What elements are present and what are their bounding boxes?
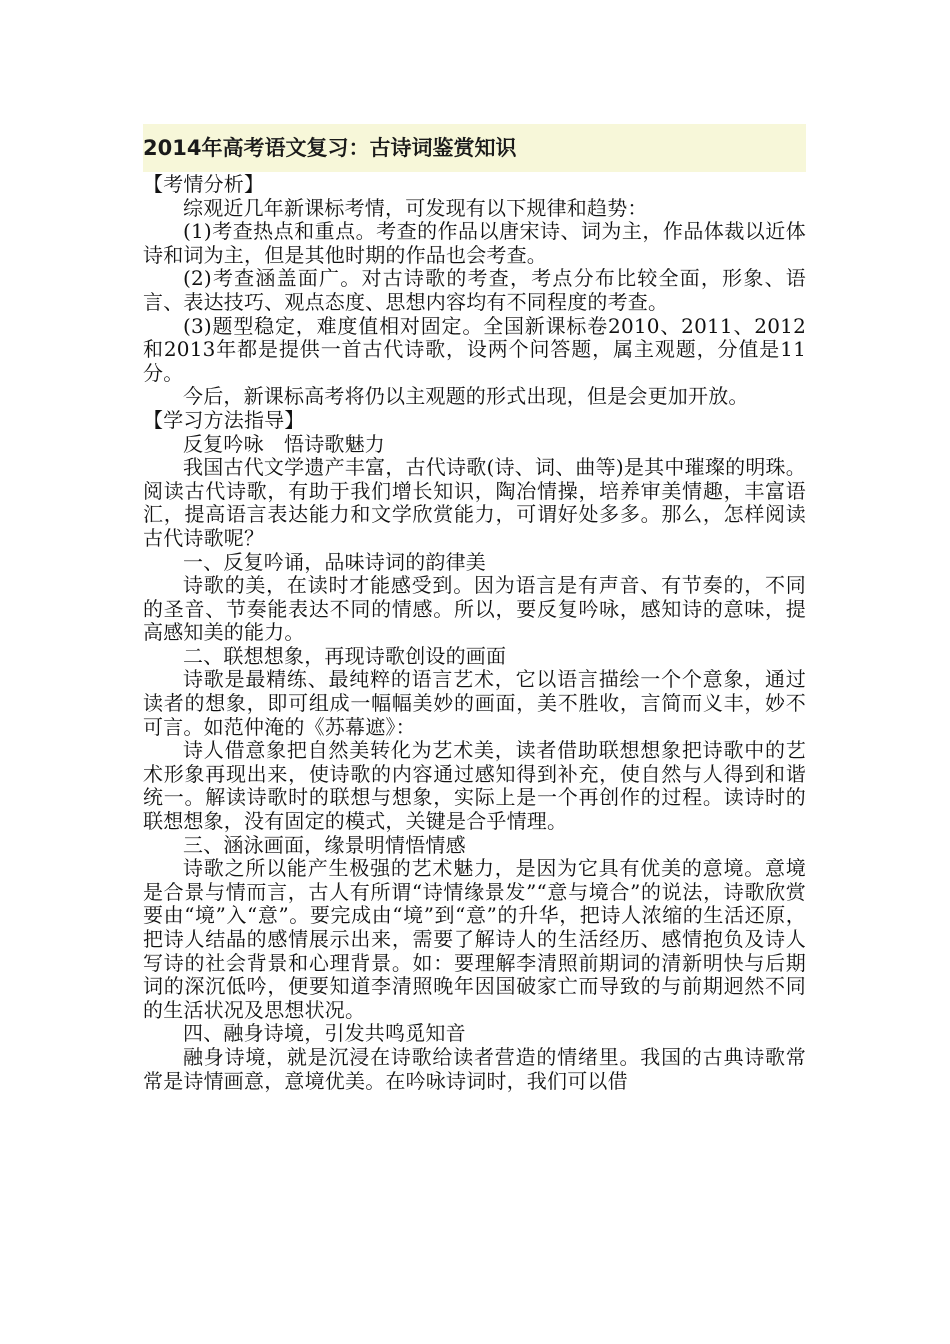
paragraph: (1)考查热点和重点。考查的作品以唐宋诗、词为主，作品体裁以近体诗和词为主，但是其他时期的作品也会考查。 — [143, 219, 806, 267]
document-body — [143, 173, 806, 1093]
paragraph: 我国古代文学遗产丰富，古代诗歌(诗、词、曲等)是其中璀璨的明珠。阅读古代诗歌，有助于我们增长知识，陶冶情操，培养审美情趣，丰富语汇，提高语言表达能力和文学欣赏能力，可谓好处多多。那么，怎样阅读古代诗歌呢？ — [143, 455, 806, 550]
paragraph: 融身诗境，就是沉浸在诗歌给读者营造的情绪里。我国的古典诗歌常常是诗情画意，意境优美。在吟咏诗词时，我们可以借 — [143, 1044, 806, 1093]
paragraph: 二、联想想象，再现诗歌创设的画面 — [183, 643, 507, 668]
paragraph: (3)题型稳定，难度值相对固定。全国新课标卷2010、2011、2012和2013年都是提供一首古代诗歌，设两个问答题，属主观题，分值是11分。 — [143, 313, 806, 385]
paragraph: (2)考查涵盖面广。对古诗歌的考查，考点分布比较全面，形象、语言、表达技巧、观点态度、思想内容均有不同程度的考查。 — [143, 266, 806, 314]
paragraph: 诗人借意象把自然美转化为艺术美，读者借助联想想象把诗歌中的艺术形象再现出来，使诗歌的内容通过感知得到补充，使自然与人得到和谐统一。解读诗歌时的联想与想象，实际上是一个再创作的过程。读诗时的联想想象，没有固定的模式，关键是合乎情理。 — [143, 738, 806, 834]
paragraph: 今后，新课标高考将仍以主观题的形式出现，但是会更加开放。 — [183, 384, 749, 409]
document-title: 2014年高考语文复习：古诗词鉴赏知识 — [143, 124, 806, 172]
section-heading: 【学习方法指导】 — [143, 407, 305, 432]
paragraph: 反复吟咏 悟诗歌魅力 — [183, 431, 385, 456]
paragraph: 三、涵泳画面，缘景明情悟情感 — [183, 832, 466, 857]
paragraph: 四、融身诗境，引发共鸣觅知音 — [183, 1021, 466, 1046]
paragraph: 一、反复吟诵，品味诗词的韵律美 — [183, 549, 486, 574]
paragraph: 诗歌是最精练、最纯粹的语言艺术，它以语言描绘一个个意象，通过读者的想象，即可组成一幅幅美妙的画面，美不胜收，言简而义丰，妙不可言。如范仲淹的《苏幕遮》： — [143, 667, 806, 739]
paragraph: 诗歌的美，在读时才能感受到。因为语言是有声音、有节奏的，不同的圣音、节奏能表达不同的情感。所以，要反复吟咏，感知诗的意味，提高感知美的能力。 — [143, 573, 806, 645]
paragraph: 综观近几年新课标考情，可发现有以下规律和趋势： — [183, 195, 648, 220]
section-heading: 【考情分析】 — [143, 172, 265, 196]
paragraph: 诗歌之所以能产生极强的艺术魅力，是因为它具有优美的意境。意境是合景与情而言，古人有所谓“诗情缘景发”“意与境合”的说法，诗歌欣赏要由“境”入“意”。要完成由“境”到“意”的升华，把诗人浓缩的生活还原，把诗人结晶的感情展示出来，需要了解诗人的生活经历、感情抱负及诗人写诗的社会背景和心理背景。如：要理解李清照前期词的清新明快与后期词的深沉低吟，便要知道李清照晚年因国破家亡而导致的与前期迥然不同的生活状况及思想状况。 — [143, 856, 806, 1022]
